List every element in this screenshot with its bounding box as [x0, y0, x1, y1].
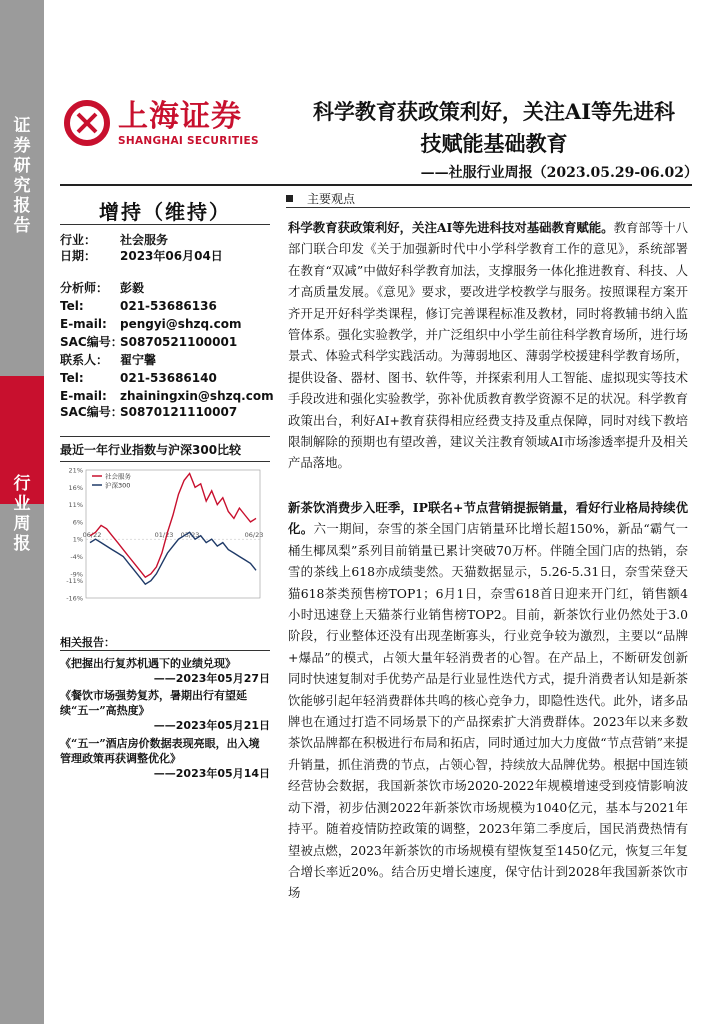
email-link[interactable]: pengyi@shzq.com [120, 317, 242, 331]
logo-name-en: SHANGHAI SECURITIES [118, 135, 259, 147]
index-comparison-chart [60, 436, 270, 608]
chart-y-tick-label: 6% [72, 518, 83, 527]
info-email2: E-mail: zhainingxin@shzq.com [60, 389, 274, 403]
info-sac1: SAC编号：S0870521100001 [60, 335, 238, 349]
chart-svg [60, 462, 270, 606]
related-report-date: ——2023年05月27日 [153, 672, 270, 685]
report-subtitle: ——社服行业周报（2023.05.29-06.02） [420, 165, 698, 181]
sidebar-category: 行 业 周 报 [13, 474, 31, 554]
related-report-date: ——2023年05月21日 [153, 719, 270, 732]
chart-y-tick-label: -16% [66, 594, 83, 603]
info-industry: 行业： 社会服务 [60, 233, 169, 247]
info-date: 日期： 2023年06月04日 [60, 249, 223, 263]
report-title-line1: 科学教育获政策利好，关注AI等先进科 [312, 99, 676, 124]
related-report[interactable] [60, 688, 270, 733]
company-logo [64, 100, 264, 150]
chart-y-tick-label: 1% [72, 535, 83, 544]
chart-title: 最近一年行业指数与沪深300比较 [60, 436, 270, 462]
chart-y-tick-label: -9% [70, 570, 83, 579]
info-sac2: SAC编号：S0870121110007 [60, 405, 238, 419]
chart-x-tick-label: 01/23 [154, 531, 174, 540]
info-tel2: Tel: 021-53686140 [60, 371, 217, 385]
paragraph-education: 科学教育获政策利好，关注AI等先进科技对基础教育赋能。教育部等十八部门联合印发《关于加强新时代中小学科学教育工作的意见》，系统部署在教育“双减”中做好科学教育加法，支撑服务一体化推进教育、科技、人才高质量发展。《意见》要求，要改进学校教学与服务。按照课程方案开齐开足开好科学类课程，修订完善课程标准及教材，同时将教辅书纳入监管体系。强化实验教学，并广泛组织中小学生前往科学教育场所，进行场景式、体验式科学实践活动。为薄弱地区、薄弱学校援建科学教育场所，提供设备、器材、图书、软件等，并探索利用人工智能、虚拟现实等技术手段改进和强化实验教学，弥补优质教育教学资源不足的状况。科学教育政策出台，利好AI+教育获得相应经费支持及重点保障，同时对线下教培限制解除的预期也有望改善，建议关注教育领域AI市场渗透率提升及相关产品落地。 [288, 220, 688, 471]
section-heading: 主要观点 [286, 190, 355, 207]
related-title: 相关报告： [60, 636, 115, 649]
info-contact: 联系人： 翟宁馨 [60, 353, 157, 367]
paragraph-tea: 新茶饮消费步入旺季，IP联名+节点营销提振销量，看好行业格局持续优化。六一期间，奈雪的茶全国门店销量环比增长超150%，新品“霸气一桶生椰凤梨”系列目前销量已累计突破70万杯。伴随全国门店的热销，奈雪的茶线上618亦成绩斐然。天猫数据显示，5.26-5.31日，奈雪荣登天猫618茶类预售榜TOP1；6月1日，奈雪618首日迎来开门红，销售额4小时迅速登上天猫茶行业销售榜TOP2。目前，新茶饮行业仍然处于3.0阶段，行业整体还没有出现垄断寡头，行业竞争较为激烈，主要以“品牌+爆品”的模式，占领大量年轻消费者的心智。在产品上，不断研发创新同时快速复制对手优势产品是行业显性迭代方式，提升消费者认知是新茶饮能够引起年轻消费群体共鸣的核心竞争力，即隐性迭代。此外，诸多品牌也在通过打造不同场景下的产品探索扩大消费群体。2023年以来多数茶饮品牌都在积极进行布局和拓店，同时通过加大力度做“节点营销”来提升销量，抓住消费的节点，占领心智，持续放大品牌优势。根据中国连锁经营协会数据，我国新茶饮市场2020-2022年规模增速受到疫情影响波动下滑，初步估测2022年新茶饮市场规模为1040亿元，基本与2021年持平。随着疫情防控政策的调整，2023年第二季度后，国民消费热情有望被点燃，2023年新茶饮的市场规模有望恢复至1450亿元，恢复三年复合增长率近20%。结合历史增长速度，保守估计到2028年我国新茶饮市场 [288, 500, 688, 901]
chart-y-tick-label: 16% [68, 483, 83, 492]
report-title [284, 96, 704, 160]
related-report-date: ——2023年05月14日 [153, 767, 270, 780]
related-report-title: 《餐饮市场强势复苏，暑期出行有望延续“五一”高热度》 [60, 689, 247, 717]
chart-x-tick-label: 06/23 [244, 531, 264, 540]
logo-mark-icon [64, 100, 110, 146]
email-link[interactable]: zhainingxin@shzq.com [120, 389, 274, 403]
sidebar-report-type: 证 券 研 究 报 告 [13, 116, 31, 236]
sidebar [0, 0, 44, 1024]
chart-y-tick-label: 11% [68, 501, 83, 510]
chart-x-tick-label: 06/22 [82, 531, 102, 540]
chart-y-tick-label: -4% [70, 552, 83, 561]
rating: 增持（维持） [99, 200, 231, 224]
section-divider [286, 207, 690, 208]
info-tel1: Tel: 021-53686136 [60, 299, 217, 313]
header-divider [60, 184, 692, 186]
chart-legend-label: 社会服务 [105, 472, 131, 481]
rating-divider [60, 224, 270, 225]
related-report-title: 《把握出行复苏机遇下的业绩兑现》 [60, 657, 236, 670]
related-report-title: 《“五一”酒店房价数据表现亮眼，出入境管理政策再获调整优化》 [60, 737, 260, 765]
related-divider [60, 650, 270, 651]
bullet-square-icon [286, 195, 293, 202]
chart-legend-label: 沪深300 [105, 481, 131, 490]
chart-y-tick-label: -11% [66, 577, 83, 586]
chart-y-tick-label: 21% [68, 466, 83, 475]
logo-name-cn: 上海证券 [118, 99, 242, 134]
chart-x-tick-label: 03/23 [180, 531, 200, 540]
report-title-line2: 技赋能基础教育 [420, 131, 568, 156]
info-analyst: 分析师： 彭毅 [60, 281, 145, 295]
related-report[interactable] [60, 656, 270, 686]
related-report[interactable] [60, 736, 270, 781]
info-email1: E-mail: pengyi@shzq.com [60, 317, 242, 331]
